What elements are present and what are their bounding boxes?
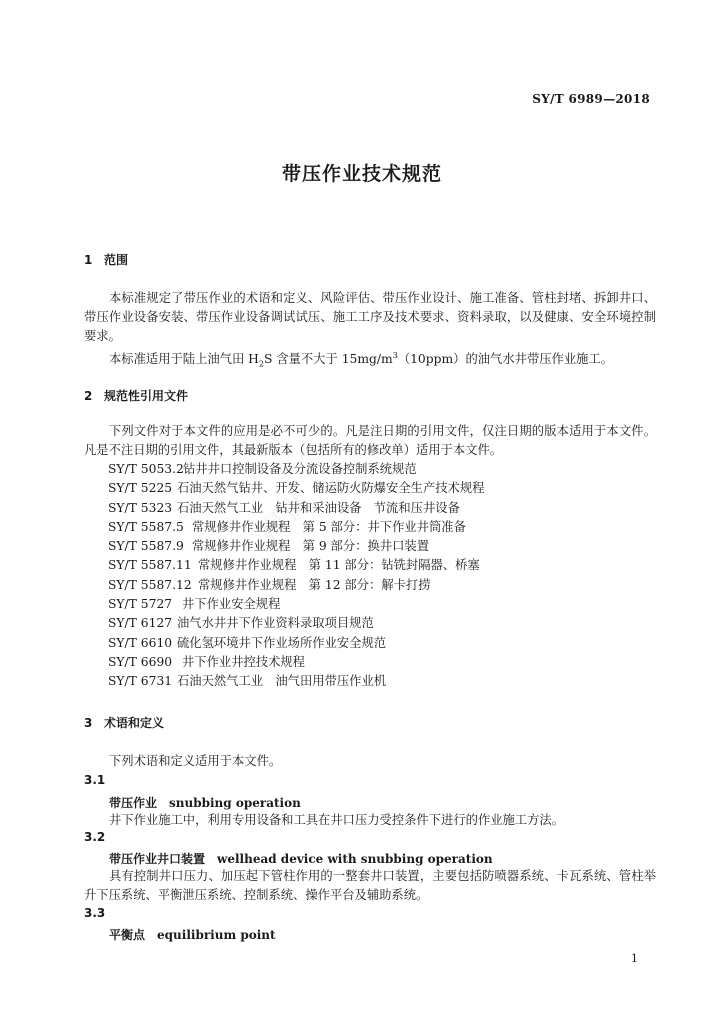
section-heading-scope (84, 251, 128, 268)
reference-item: SY/T 5225 石油天然气钻井、开发、储运防火防爆安全生产技术规程 (108, 481, 485, 496)
term-name: 平衡点 equilibrium point (109, 928, 276, 942)
scope-paragraph-1: 本标准规定了带压作业的术语和定义、风险评估、带压作业设计、施工准备、管柱封堵、拆卸井口、带压作业设备安装、带压作业设备调试试压、施工工序及技术要求、资料录取，以及健康、安全环境控制要求。 (84, 291, 656, 343)
reference-item: SY/T 6610 硫化氢环境井下作业场所作业安全规范 (108, 635, 387, 650)
standard-number: SY/T 6989—2018 (532, 92, 650, 106)
reference-item: SY/T 6731 石油天然气工业 油气田用带压作业机 (108, 674, 387, 689)
reference-item: SY/T 6127 油气水井井下作业资料录取项目规范 (108, 616, 374, 631)
watermark: 提供 (254, 485, 318, 547)
reference-item: SY/T 5587.9 常规修井作业规程 第 9 部分：换井口装置 (108, 539, 429, 554)
references-intro: 下列文件对于本文件的应用是必不可少的。凡是注日期的引用文件，仅注日期的版本适用于本文件。凡是不注日期的引用文件，其最新版本（包括所有的修改单）适用于本文件。 (84, 424, 656, 457)
section-title: 范围 (104, 253, 129, 267)
terms-intro: 下列术语和定义适用于本文件。 (109, 754, 282, 768)
section-number: 3 (84, 716, 93, 730)
reference-list (108, 460, 484, 692)
reference-item: SY/T 5587.12 常规修井作业规程 第 12 部分：解卡打捞 (108, 577, 431, 592)
scope-paragraph-2: 本标准适用于陆上油气田 $H_2S$ 含量不大于 $15mg/m^3(10ppm)$的油气水井带压作业施工。 (109, 351, 614, 369)
section-number: 1 (84, 253, 93, 267)
reference-item: SY/T 5323 石油天然气工业 钻井和采油设备 节流和压井设备 (108, 500, 460, 515)
term-number: 3.2 (84, 830, 106, 844)
section-title: 术语和定义 (104, 716, 165, 730)
document-title: 带压作业技术规范 (281, 163, 442, 185)
term-number: 3.1 (84, 773, 106, 787)
term-name: 带压作业井口装置 wellhead device with snubbing operation (109, 852, 493, 866)
reference-item: SY/T 6690 井下作业井控技术规程 (108, 654, 305, 669)
page-number: 1 (631, 952, 638, 965)
term-definition: 具有控制井口压力、加压起下管柱作用的一整套井口装置，主要包括防喷器系统、卡瓦系统、管柱举升下压系统、平衡泄压系统、控制系统、操作平台及辅助系统。 (84, 869, 656, 902)
reference-item: SY/T 5587.11 常规修井作业规程 第 11 部分：钻铣封隔器、桥塞 (108, 558, 480, 573)
reference-item: SY/T 5587.5 常规修井作业规程 第 5 部分：井下作业井筒准备 (108, 519, 466, 534)
section-title: 规范性引用文件 (104, 389, 189, 403)
section-heading-terms (84, 714, 164, 731)
term-number: 3.3 (84, 906, 106, 920)
section-heading-references (84, 387, 188, 404)
reference-item: SY/T 5053.2钻井井口控制设备及分流设备控制系统规范 (108, 462, 417, 476)
reference-item: SY/T 5727 井下作业安全规程 (108, 597, 281, 612)
term-definition: 井下作业施工中，利用专用设备和工具在井口压力受控条件下进行的作业施工方法。 (109, 813, 564, 827)
term-name: 带压作业 snubbing operation (109, 796, 301, 810)
section-number: 2 (84, 389, 93, 403)
